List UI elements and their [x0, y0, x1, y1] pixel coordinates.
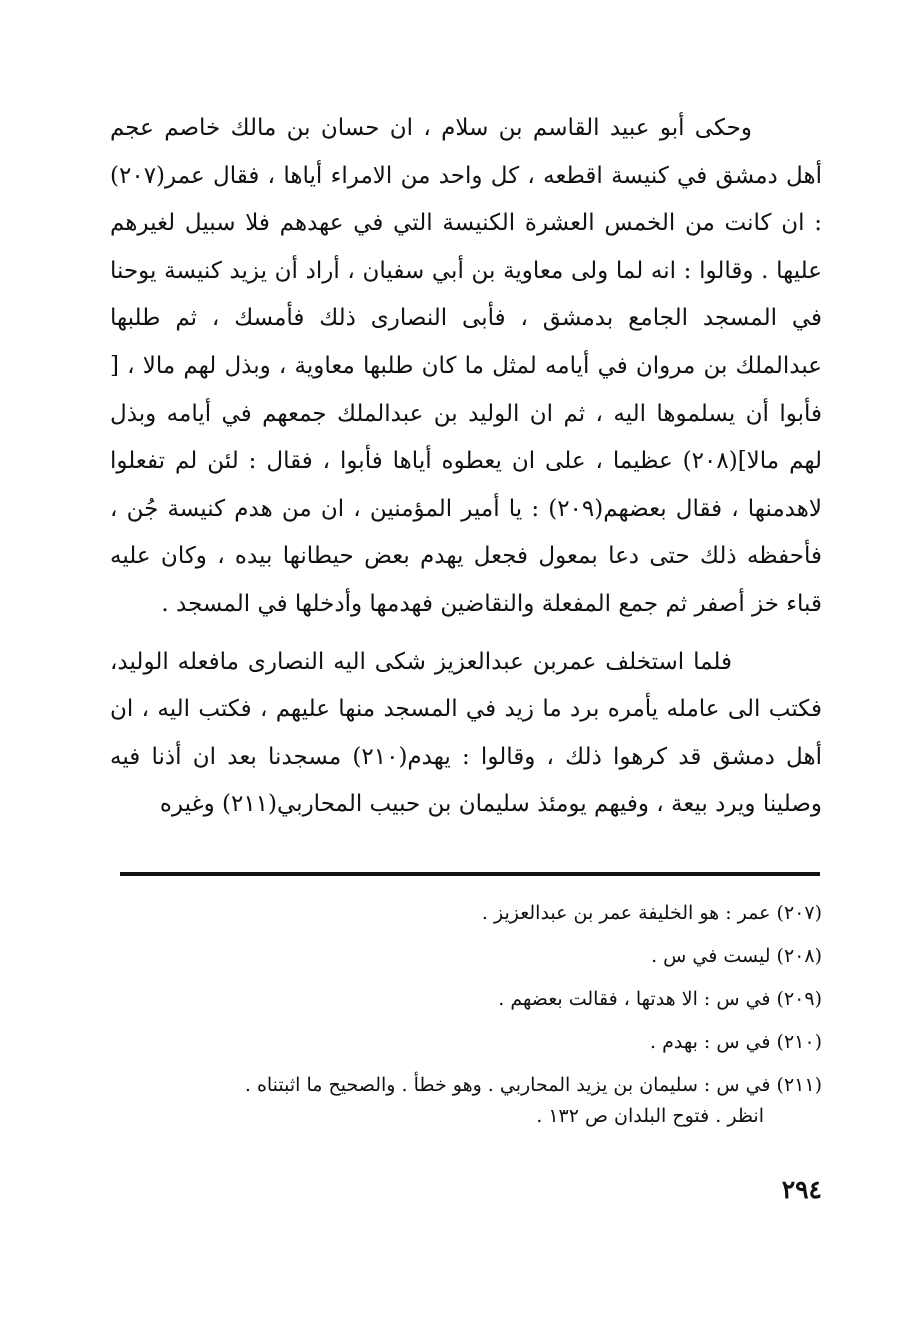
footnote-211-continuation: انظر . فتوح البلدان ص ١٣٢ . [536, 1105, 764, 1127]
footnote-divider [120, 872, 820, 876]
paragraph-1: وحكى أبو عبيد القاسم بن سلام ، ان حسان بن مالك خاصم عجم أهل دمشق في كنيسة اقطعه ، كل واحد من الامراء أياها ، فقال عمر(٢٠٧) : ان كانت من الخمس العشرة الكنيسة التي في عهدهم فلا سبيل لغيرهم عليها . وقالوا : انه لما ولى معاوية بن أبي سفيان ، أراد أن يزيد كنيسة يوحنا في المسجد الجامع بدمشق ، فأبى النصارى ذلك فأمسك ، ثم طلبها عبدالملك بن مروان في أيامه لمثل ما كان طلبها معاوية ، وبذل لهم مالا ، [ فأبوا أن يسلموها اليه ، ثم ان الوليد بن عبدالملك جمعهم في أيامه وبذل لهم مالا](٢٠٨) عظيما ، على ان يعطوه أياها فأبوا ، فقال : لئن لم تفعلوا لاهدمنها ، فقال بعضهم(٢٠٩) : يا أمير المؤمنين ، ان من هدم كنيسة جُن ، فأحفظه ذلك حتى دعا بمعول فجعل يهدم بعض حيطانها بيده ، وكان عليه قباء خز أصفر ثم جمع المفعلة والنقاضين فهدمها وأدخلها في المسجد . [110, 115, 822, 617]
paragraph-2: فلما استخلف عمربن عبدالعزيز شكى اليه النصارى مافعله الوليد، فكتب الى عامله يأمره برد ما زيد في المسجد منها عليهم ، فكتب اليه ، ان أهل دمشق قد كرهوا ذلك ، وقالوا : يهدم(٢١٠) مسجدنا بعد ان أذنا فيه وصلينا ويرد بيعة ، وفيهم يومئذ سليمان بن حبيب المحاربي(٢١١) وغيره [110, 648, 822, 818]
footnote-211: (٢١١) في س : سليمان بن يزيد المحاربي . وهو خطأ . والصحيح ما اثبتناه . [244, 1074, 822, 1096]
footnote-207: (٢٠٧) عمر : هو الخليفة عمر بن عبدالعزيز . [481, 902, 822, 924]
footnote-208: (٢٠٨) ليست في س . [651, 945, 822, 967]
footnotes [110, 892, 822, 1138]
footnote-210: (٢١٠) في س : بهدم . [650, 1031, 822, 1053]
main-text [110, 105, 822, 829]
footnote-209: (٢٠٩) في س : الا هدتها ، فقالت بعضهم . [498, 988, 822, 1010]
page-number: ٢٩٤ [781, 1175, 822, 1204]
